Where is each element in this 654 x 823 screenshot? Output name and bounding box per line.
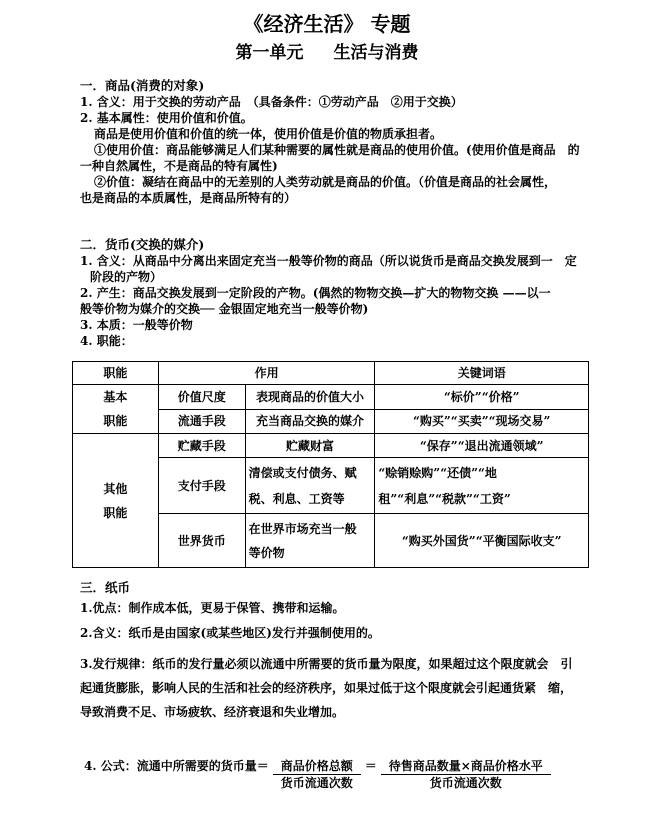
function-role: 充当商品交换的媒介 — [245, 409, 375, 434]
text-line: 2.含义：纸币是由国家(或某些地区)发行并强制使用的。 — [80, 626, 380, 640]
section-paper-money-cont — [80, 625, 580, 641]
header-cell: 关键词语 — [375, 362, 589, 385]
header-cell: 职能 — [73, 362, 159, 385]
role-line: 在世界市场充当一般 — [248, 521, 357, 536]
issuance-rule — [80, 652, 580, 724]
text-line: 一种自然属性，不是商品的特有属性) — [80, 159, 278, 173]
text-line: 阶段的产物） — [90, 270, 163, 284]
group-cell-other — [73, 434, 159, 568]
text-line: 3. 本质：一般等价物 — [80, 318, 193, 332]
text-line: 1. 含义：从商品中分离出来固定充当一般等价物的商品（所以说货币是商品交换发展到一 定 — [80, 254, 577, 268]
function-role: 表现商品的价值大小 — [245, 385, 375, 410]
function-keywords: “购买”“买卖”“现场交易” — [375, 409, 589, 434]
text-line: 3.发行规律：纸币的发行量必须以流通中所需要的货币量为限度，如果超过这个限度就会 引 — [80, 657, 573, 671]
function-name: 世界货币 — [158, 514, 245, 568]
fraction-denominator: 货币流通次数 — [429, 776, 502, 790]
text-line: 导致消费不足、市场疲软、经济衰退和失业增加。 — [80, 705, 345, 719]
unit-number: 第一单元 — [235, 43, 304, 63]
money-functions-table — [72, 361, 589, 568]
group-label: 职能 — [103, 414, 128, 428]
fraction-numerator: 待售商品数量×商品价格水平 — [381, 758, 551, 775]
text-line: 4. 职能： — [80, 334, 133, 348]
money-formula — [80, 758, 551, 791]
section-heading: 三．纸币 — [80, 580, 131, 595]
fraction-numerator: 商品价格总额 — [273, 758, 361, 775]
text-line: 般等价物为媒介的交换── 金银固定地充当一般等价物) — [80, 302, 369, 316]
function-keywords — [375, 458, 589, 514]
section-commodity — [80, 78, 580, 206]
text-line: 1. 含义：用于交换的劳动产品 （具备条件：①劳动产品 ②用于交换） — [80, 95, 463, 109]
role-line: 清偿或支付债务、赋 — [248, 465, 357, 480]
unit-name: 生活与消费 — [333, 43, 419, 63]
text-line: 也是商品的本质属性，是商品所特有的） — [80, 191, 297, 205]
text-line: ①使用价值：商品能够满足人们某种需要的属性就是商品的使用价值。(使用价值是商品 的 — [94, 143, 580, 157]
group-label: 其他 — [103, 481, 128, 496]
keyword-line: 租”“利息”“税款”“工资” — [378, 491, 511, 506]
text-line: ②价值：凝结在商品中的无差别的人类劳动就是商品的价值。（价值是商品的社会属性， — [94, 175, 557, 189]
table-header-row — [73, 362, 589, 385]
function-role: 贮藏财富 — [245, 434, 375, 458]
role-line: 等价物 — [248, 545, 285, 560]
text-line: 商品是使用价值和价值的统一体，使用价值是价值的物质承担者。 — [94, 127, 443, 141]
function-role — [245, 514, 375, 568]
function-name: 流通手段 — [158, 409, 245, 434]
section-money — [80, 237, 580, 349]
fraction-1 — [273, 758, 361, 791]
text-line: 2. 产生：商品交换发展到一定阶段的产物。(偶然的物物交换—扩大的物物交换 ——以一 — [80, 286, 551, 300]
header-cell: 作用 — [158, 362, 375, 385]
text-line: 1.优点：制作成本低，更易于保管、携带和运输。 — [80, 601, 345, 615]
function-keywords: “保存”“退出流通领域” — [375, 434, 589, 458]
fraction-denominator: 货币流通次数 — [280, 776, 353, 790]
fraction-2 — [381, 758, 551, 791]
function-keywords: “购买外国货”“平衡国际收支” — [375, 514, 589, 568]
text-line: 起通货膨胀，影响人民的生活和社会的经济秩序，如果过低于这个限度就会引起通货紧 缩， — [80, 681, 573, 695]
group-label: 基本 — [103, 390, 128, 404]
equals-sign: ＝ — [364, 759, 377, 773]
table-row — [73, 434, 589, 458]
text-line: 2. 基本属性：使用价值和价值。 — [80, 111, 253, 125]
keyword-line: “赊销赊购”“还债”“地 — [378, 465, 497, 480]
section-heading: 二．货币(交换的媒介) — [80, 237, 205, 252]
group-cell-basic — [73, 385, 159, 434]
section-heading: 一．商品(消费的对象) — [80, 78, 205, 93]
function-name: 价值尺度 — [158, 385, 245, 410]
role-line: 税、利息、工资等 — [248, 491, 345, 506]
group-label: 职能 — [103, 505, 128, 520]
doc-title: 《经济生活》 专题 — [243, 12, 411, 36]
formula-label: 4. 公式：流通中所需要的货币量＝ — [84, 759, 269, 773]
function-name: 贮藏手段 — [158, 434, 245, 458]
doc-subtitle — [0, 38, 654, 63]
function-name: 支付手段 — [158, 458, 245, 514]
section-paper-money — [80, 580, 580, 616]
function-keywords: “标价”“价格” — [375, 385, 589, 410]
function-role — [245, 458, 375, 514]
table-row — [73, 385, 589, 410]
